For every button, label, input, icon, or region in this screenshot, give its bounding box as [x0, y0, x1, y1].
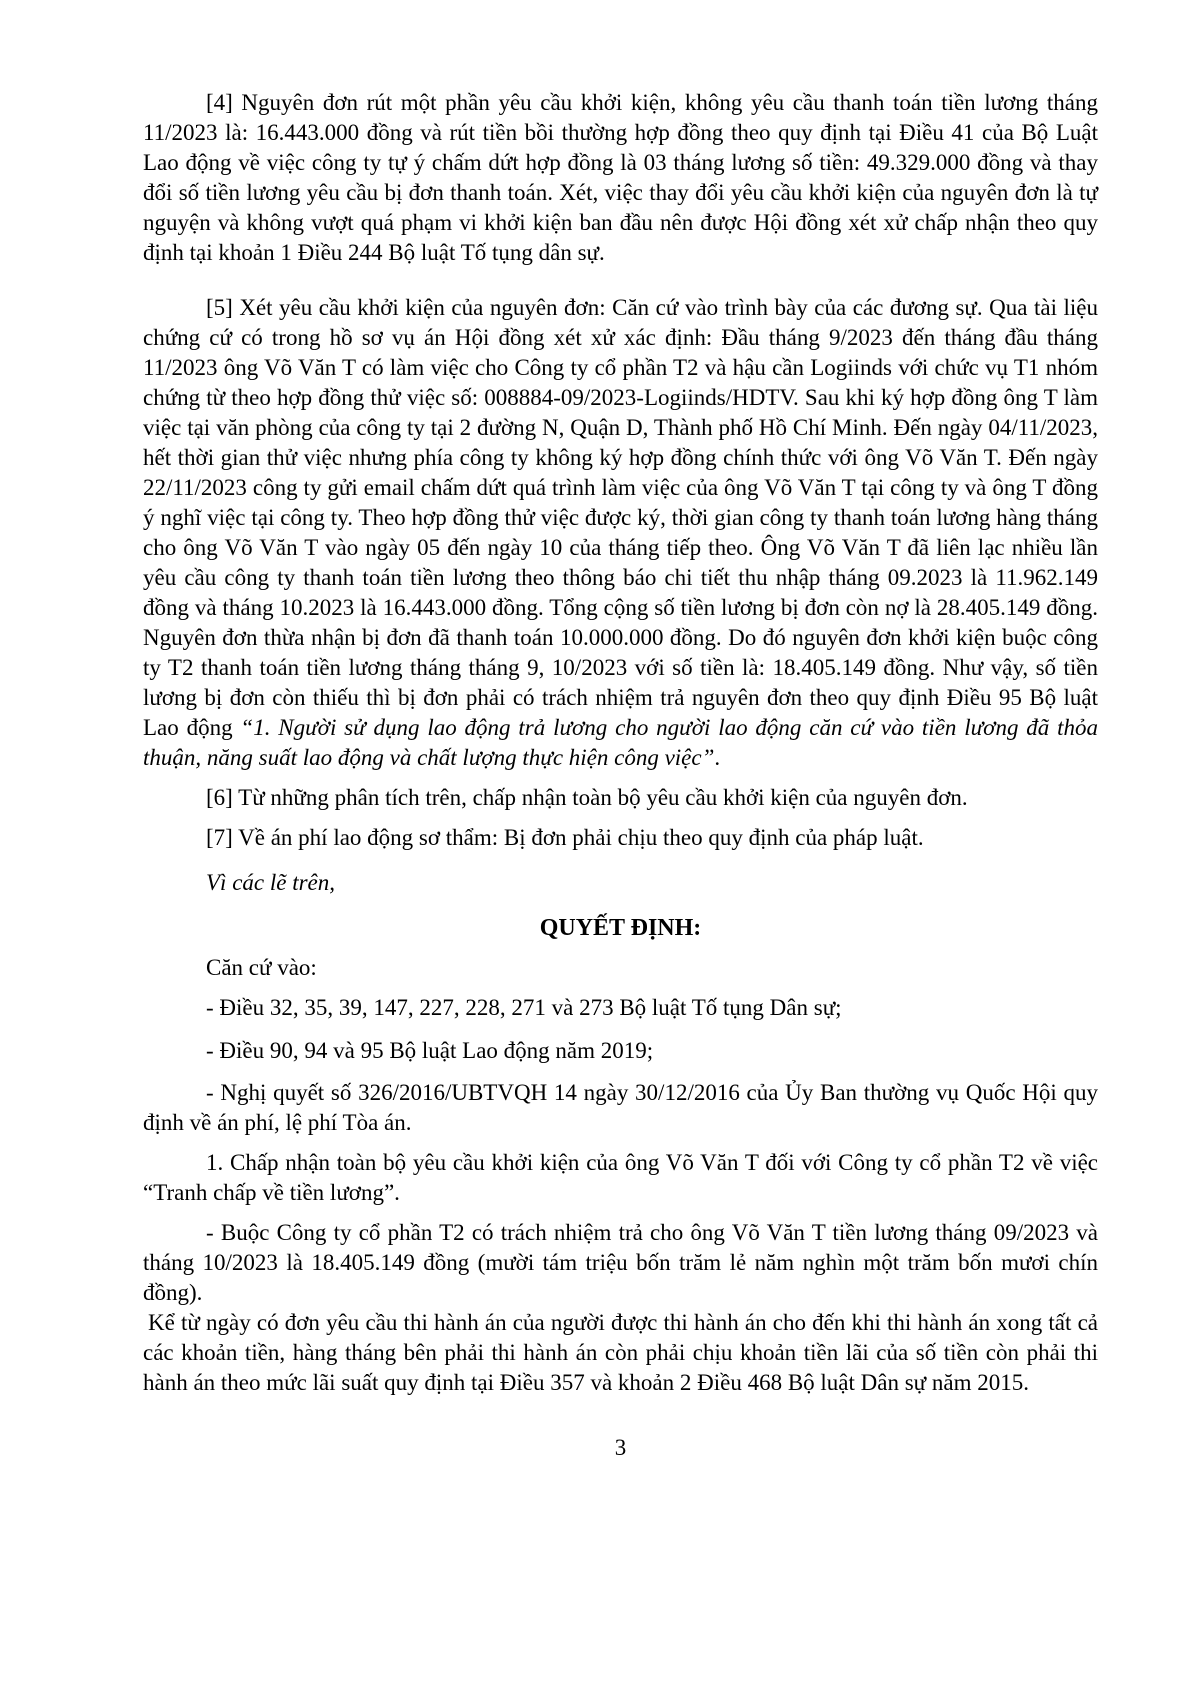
paragraph-4: [4] Nguyên đơn rút một phần yêu cầu khởi kiện, không yêu cầu thanh toán tiền lương tháng 11/2023 là: 16.443.000 đồng và rút tiền bồi thường hợp đồng theo quy định tại Điều 41 của Bộ Luật Lao động về việc công ty tự ý chấm dứt hợp đồng là 03 tháng lương số tiền: 49.329.000 đồng và thay đổi số tiền lương yêu cầu bị đơn thanh toán. Xét, việc thay đổi yêu cầu khởi kiện của nguyên đơn là tự nguyện và không vượt quá phạm vi khởi kiện ban đầu nên được Hội đồng xét xử chấp nhận theo quy định tại khoản 1 Điều 244 Bộ luật Tố tụng dân sự.	[143, 90, 1098, 265]
paragraph-5	[143, 293, 1098, 773]
paragraph-6: [6] Từ những phân tích trên, chấp nhận toàn bộ yêu cầu khởi kiện của nguyên đơn.	[206, 785, 968, 810]
ruling-item: 1. Chấp nhận toàn bộ yêu cầu khởi kiện của ông Võ Văn T đối với Công ty cổ phần T2 về việc “Tranh chấp về tiền lương”.	[143, 1150, 1098, 1205]
decision-heading: QUYẾT ĐỊNH:	[539, 915, 702, 941]
ruling-item: - Buộc Công ty cổ phần T2 có trách nhiệm trả cho ông Võ Văn T tiền lương tháng 09/2023 và tháng 10/2023 là 18.405.149 đồng (mười tám triệu bốn trăm lẻ năm nghìn một trăm bốn mươi chín đồng).	[143, 1220, 1098, 1305]
paragraph-5-statute-quote: “1. Người sử dụng lao động trả lương cho người lao động căn cứ vào tiền lương đã thỏa thuận, năng suất lao động và chất lượng thực hiện công việc”	[143, 715, 1098, 770]
page-number: 3	[614, 1435, 627, 1460]
paragraph-7: [7] Về án phí lao động sơ thẩm: Bị đơn phải chịu theo quy định của pháp luật.	[206, 825, 924, 850]
legal-basis-intro: Căn cứ vào:	[206, 955, 317, 980]
legal-basis-item: - Điều 32, 35, 39, 147, 227, 228, 271 và 273 Bộ luật Tố tụng Dân sự;	[206, 995, 842, 1020]
legal-basis-item: - Nghị quyết số 326/2016/UBTVQH 14 ngày 30/12/2016 của Ủy Ban thường vụ Quốc Hội quy định về án phí, lệ phí Tòa án.	[143, 1080, 1098, 1135]
legal-basis-item: - Điều 90, 94 và 95 Bộ luật Lao động năm 2019;	[206, 1038, 654, 1063]
paragraph-5-main-text: [5] Xét yêu cầu khởi kiện của nguyên đơn: Căn cứ vào trình bày của các đương sự. Qua tài liệu chứng cứ có trong hồ sơ vụ án Hội đồng xét xử xác định: Đầu tháng 9/2023 đến tháng đầu tháng 11/2023 ông Võ Văn T có làm việc cho Công ty cổ phần T2 và hậu cần Logiinds với chức vụ T1 nhóm chứng từ theo hợp đồng thử việc số: 008884-09/2023-Logiinds/HDTV. Sau khi ký hợp đồng ông T làm việc tại văn phòng của công ty tại 2 đường N, Quận D, Thành phố Hồ Chí Minh. Đến ngày 04/11/2023, hết thời gian thử việc nhưng phía công ty không ký hợp đồng chính thức với ông Võ Văn T. Đến ngày 22/11/2023 công ty gửi email chấm dứt quá trình làm việc của ông Võ Văn T tại công ty và ông T đồng ý nghĩ việc tại công ty. Theo hợp đồng thử việc được ký, thời gian công ty thanh toán lương hàng tháng cho ông Võ Văn T vào ngày 05 đến ngày 10 của tháng tiếp theo. Ông Võ Văn T đã liên lạc nhiều lần yêu cầu công ty thanh toán tiền lương theo thông báo chi tiết thu nhập tháng 09.2023 là 11.962.149 đồng và tháng 10.2023 là 16.443.000 đồng. Tổng cộng số tiền lương bị đơn còn nợ là 28.405.149 đồng. Nguyên đơn thừa nhận bị đơn đã thanh toán 10.000.000 đồng. Do đó nguyên đơn khởi kiện buộc công ty T2 thanh toán tiền lương tháng tháng 9, 10/2023 với số tiền là: 18.405.149 đồng. Như vậy, số tiền lương bị đơn còn thiếu thì bị đơn phải có trách nhiệm trả nguyên đơn theo quy định Điều 95 Bộ luật Lao động	[143, 295, 1098, 740]
paragraph-5-quote-period: .	[714, 745, 721, 770]
closing-formula: Vì các lẽ trên,	[206, 870, 336, 895]
ruling-item: Kể từ ngày có đơn yêu cầu thi hành án của người được thi hành án cho đến khi thi hành án xong tất cả các khoản tiền, hàng tháng bên phải thi hành án còn phải chịu khoản tiền lãi của số tiền còn phải thi hành án theo mức lãi suất quy định tại Điều 357 và khoản 2 Điều 468 Bộ luật Dân sự năm 2015.	[143, 1310, 1098, 1395]
